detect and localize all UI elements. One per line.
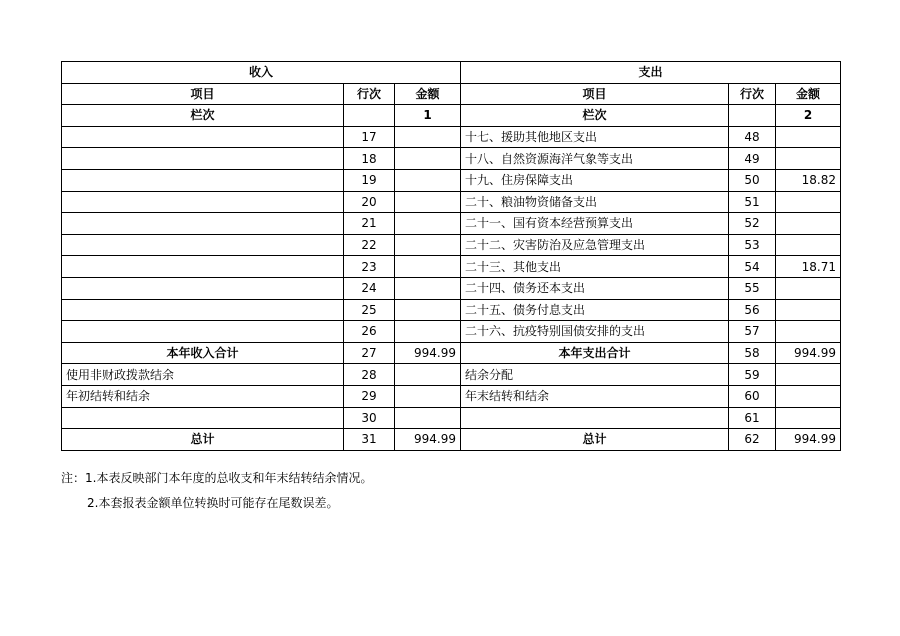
expense-amount-cell: 18.71 — [776, 256, 841, 278]
income-row-number: 17 — [344, 126, 395, 148]
income-amount-cell: 994.99 — [395, 429, 461, 451]
expense-row-number: 62 — [729, 429, 776, 451]
expense-row-number: 48 — [729, 126, 776, 148]
expense-amount-cell — [776, 407, 841, 429]
income-amount-cell — [395, 191, 461, 213]
income-item-header: 项目 — [62, 83, 344, 105]
year-total-row — [62, 342, 841, 364]
income-amount-cell — [395, 234, 461, 256]
expense-amount-cell — [776, 321, 841, 343]
expense-row-number: 53 — [729, 234, 776, 256]
section-header-row — [62, 62, 841, 84]
table-row — [62, 385, 841, 407]
column-header-row — [62, 83, 841, 105]
expense-amount-cell: 994.99 — [776, 429, 841, 451]
note-line-2: 2.本套报表金额单位转换时可能存在尾数误差。 — [87, 496, 339, 510]
expense-item-cell — [461, 407, 729, 429]
income-amount-cell — [395, 407, 461, 429]
expense-amount-cell — [776, 191, 841, 213]
column-index-label-right: 栏次 — [461, 105, 729, 127]
table-row — [62, 407, 841, 429]
expense-item-header: 项目 — [461, 83, 729, 105]
income-item-cell — [62, 256, 344, 278]
column-index-row — [62, 105, 841, 127]
expense-item-cell: 二十三、其他支出 — [461, 256, 729, 278]
grand-total-row — [62, 429, 841, 451]
income-item-cell — [62, 169, 344, 191]
income-amount-cell — [395, 277, 461, 299]
income-row-number: 19 — [344, 169, 395, 191]
expense-row-number: 50 — [729, 169, 776, 191]
table-row — [62, 191, 841, 213]
expense-row-number: 51 — [729, 191, 776, 213]
income-amount-cell — [395, 169, 461, 191]
income-item-cell — [62, 213, 344, 235]
income-item-cell — [62, 191, 344, 213]
income-item-cell — [62, 148, 344, 170]
table-row — [62, 126, 841, 148]
expense-item-cell: 二十四、债务还本支出 — [461, 277, 729, 299]
column-index-empty-right — [729, 105, 776, 127]
income-row-number: 25 — [344, 299, 395, 321]
column-index-label-left: 栏次 — [62, 105, 344, 127]
table-row — [62, 299, 841, 321]
table-row — [62, 256, 841, 278]
income-amount-cell — [395, 385, 461, 407]
expense-amount-cell — [776, 213, 841, 235]
income-row-number: 31 — [344, 429, 395, 451]
income-amount-cell — [395, 256, 461, 278]
income-row-number: 18 — [344, 148, 395, 170]
column-index-left-amount: 1 — [395, 105, 461, 127]
expense-item-cell: 总计 — [461, 429, 729, 451]
expense-item-cell: 本年支出合计 — [461, 342, 729, 364]
income-item-cell — [62, 126, 344, 148]
table-row — [62, 277, 841, 299]
expense-amount-cell — [776, 234, 841, 256]
expense-amount-cell — [776, 364, 841, 386]
expense-amount-cell: 18.82 — [776, 169, 841, 191]
expense-section-header: 支出 — [461, 62, 841, 84]
expense-amount-cell: 994.99 — [776, 342, 841, 364]
table-notes — [61, 471, 372, 521]
expense-item-cell: 年末结转和结余 — [461, 385, 729, 407]
income-row-number: 24 — [344, 277, 395, 299]
expense-row-number: 60 — [729, 385, 776, 407]
expense-amount-cell — [776, 126, 841, 148]
income-row-number: 28 — [344, 364, 395, 386]
table-row — [62, 213, 841, 235]
table-row — [62, 321, 841, 343]
income-amount-header: 金额 — [395, 83, 461, 105]
income-amount-cell — [395, 364, 461, 386]
income-item-cell — [62, 277, 344, 299]
column-index-right-amount: 2 — [776, 105, 841, 127]
income-item-cell: 总计 — [62, 429, 344, 451]
income-item-cell — [62, 234, 344, 256]
expense-row-number: 59 — [729, 364, 776, 386]
expense-row-number: 57 — [729, 321, 776, 343]
income-amount-cell — [395, 148, 461, 170]
income-row-number: 29 — [344, 385, 395, 407]
income-row-number: 22 — [344, 234, 395, 256]
income-item-cell — [62, 407, 344, 429]
income-row-number: 23 — [344, 256, 395, 278]
income-row-number: 21 — [344, 213, 395, 235]
table-row — [62, 234, 841, 256]
expense-row-number: 58 — [729, 342, 776, 364]
expense-item-cell: 结余分配 — [461, 364, 729, 386]
expense-row-number: 56 — [729, 299, 776, 321]
income-row-number: 30 — [344, 407, 395, 429]
expense-item-cell: 二十五、债务付息支出 — [461, 299, 729, 321]
income-amount-cell — [395, 321, 461, 343]
income-row-number: 27 — [344, 342, 395, 364]
income-amount-cell — [395, 299, 461, 321]
income-item-cell: 年初结转和结余 — [62, 385, 344, 407]
note-line-1: 注：1.本表反映部门本年度的总收支和年末结转结余情况。 — [61, 471, 373, 485]
income-amount-cell — [395, 126, 461, 148]
expense-row-number: 49 — [729, 148, 776, 170]
expense-row-number: 61 — [729, 407, 776, 429]
expense-amount-cell — [776, 277, 841, 299]
expense-amount-cell — [776, 148, 841, 170]
income-section-header: 收入 — [62, 62, 461, 84]
expense-item-cell: 十九、住房保障支出 — [461, 169, 729, 191]
income-item-cell: 使用非财政拨款结余 — [62, 364, 344, 386]
income-item-cell — [62, 299, 344, 321]
table-row — [62, 169, 841, 191]
income-amount-cell — [395, 213, 461, 235]
expense-amount-cell — [776, 299, 841, 321]
expense-item-cell: 二十、粮油物资储备支出 — [461, 191, 729, 213]
income-item-cell — [62, 321, 344, 343]
income-row-number: 26 — [344, 321, 395, 343]
expense-amount-header: 金额 — [776, 83, 841, 105]
income-item-cell: 本年收入合计 — [62, 342, 344, 364]
expense-item-cell: 二十二、灾害防治及应急管理支出 — [461, 234, 729, 256]
income-expense-table — [61, 61, 841, 451]
income-row-number: 20 — [344, 191, 395, 213]
expense-item-cell: 十八、自然资源海洋气象等支出 — [461, 148, 729, 170]
expense-item-cell: 二十一、国有资本经营预算支出 — [461, 213, 729, 235]
expense-amount-cell — [776, 385, 841, 407]
expense-row-header: 行次 — [729, 83, 776, 105]
income-amount-cell: 994.99 — [395, 342, 461, 364]
table-row — [62, 364, 841, 386]
expense-row-number: 55 — [729, 277, 776, 299]
table-row — [62, 148, 841, 170]
column-index-empty-left — [344, 105, 395, 127]
expense-row-number: 52 — [729, 213, 776, 235]
expense-row-number: 54 — [729, 256, 776, 278]
expense-item-cell: 十七、援助其他地区支出 — [461, 126, 729, 148]
expense-item-cell: 二十六、抗疫特别国债安排的支出 — [461, 321, 729, 343]
income-row-header: 行次 — [344, 83, 395, 105]
